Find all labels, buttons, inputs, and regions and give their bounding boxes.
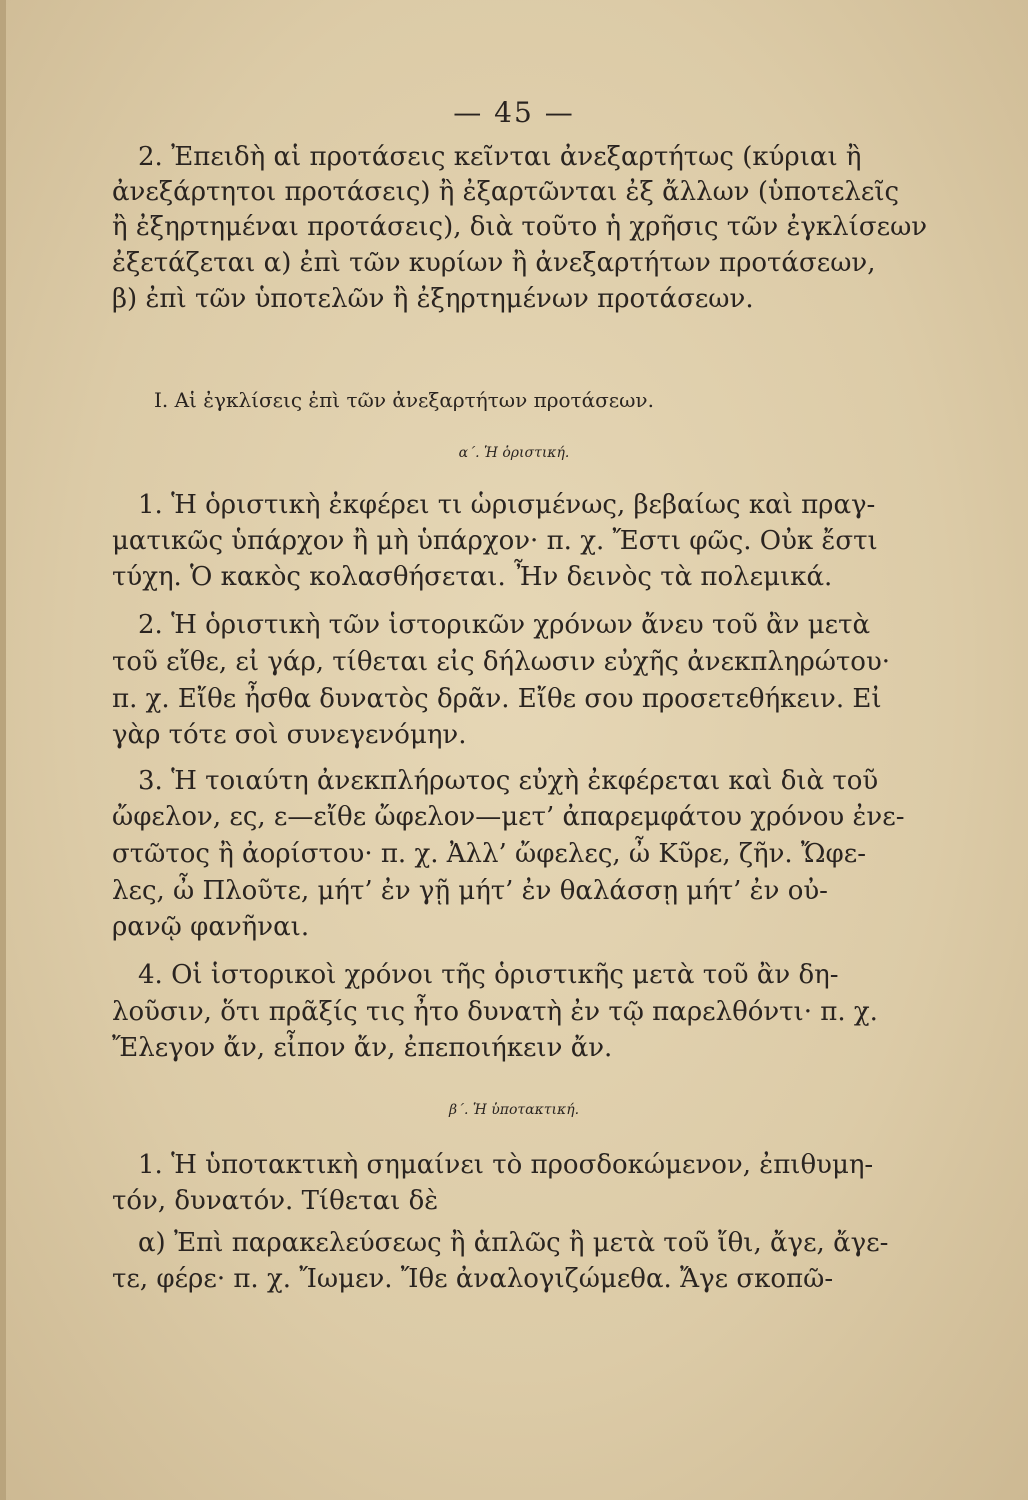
text-line: λες, ὦ Πλοῦτε, μήτ’ ἐν γῇ μήτ’ ἐν θαλάσσῃ μήτ’ ἐν οὐ-: [112, 876, 828, 906]
text-line: τοῦ εἴθε, εἰ γάρ, τίθεται εἰς δήλωσιν εὐχῆς ἀνεκπληρώτου·: [112, 647, 891, 677]
text-line: ὤφελον, ες, ε—εἴθε ὤφελον—μετ’ ἀπαρεμφάτου χρόνου ἐνε-: [112, 802, 905, 832]
text-line: τόν, δυνατόν. Τίθεται δὲ: [112, 1186, 439, 1216]
text-line: λοῦσιν, ὅτι πρᾶξίς τις ἦτο δυνατὴ ἐν τῷ παρελθόντι· π. χ.: [112, 997, 878, 1027]
text-line: ματικῶς ὑπάρχον ἢ μὴ ὑπάρχον· π. χ. Ἔστι φῶς. Οὐκ ἔστι: [112, 526, 878, 556]
text-line: 3. Ἡ τοιαύτη ἀνεκπλήρωτος εὐχὴ ἐκφέρεται καὶ διὰ τοῦ: [138, 766, 879, 796]
text-line: ἐξετάζεται α) ἐπὶ τῶν κυρίων ἢ ἀνεξαρτήτων προτάσεων,: [112, 248, 876, 278]
text-line: β) ἐπὶ τῶν ὑποτελῶν ἢ ἐξηρτημένων προτάσεων.: [112, 284, 754, 314]
text-line: π. χ. Εἴθε ἦσθα δυνατὸς δρᾶν. Εἴθε σου προσετεθήκειν. Εἰ: [112, 684, 882, 714]
text-line: 2. Ἡ ὁριστικὴ τῶν ἱστορικῶν χρόνων ἄνευ τοῦ ἂν μετὰ: [138, 610, 871, 640]
text-line: τε, φέρε· π. χ. Ἴωμεν. Ἴθε ἀναλογιζώμεθα. Ἄγε σκοπῶ-: [112, 1264, 834, 1294]
text-line: 2. Ἐπειδὴ αἱ προτάσεις κεῖνται ἀνεξαρτήτως (κύριαι ἢ: [138, 142, 862, 172]
text-line: ἢ ἐξηρτημέναι προτάσεις), διὰ τοῦτο ἡ χρῆσις τῶν ἐγκλίσεων: [112, 212, 928, 242]
subheading-indicative: α΄. Ἡ ὁριστική.: [458, 445, 570, 461]
text-line: γὰρ τότε σοὶ συνεγενόμην.: [112, 720, 467, 750]
text-line: στῶτος ἢ ἀορίστου· π. χ. Ἀλλ’ ὤφελες, ὦ Κῦρε, ζῆν. Ὤφε-: [112, 839, 866, 869]
text-line: τύχη. Ὁ κακὸς κολασθήσεται. Ἦν δεινὸς τὰ πολεμικά.: [112, 562, 833, 592]
page-number: — 45 —: [453, 96, 575, 129]
text-line: ἀνεξάρτητοι προτάσεις) ἢ ἐξαρτῶνται ἐξ ἄλλων (ὑποτελεῖς: [112, 177, 900, 207]
text-line: 4. Οἱ ἱστορικοὶ χρόνοι τῆς ὁριστικῆς μετὰ τοῦ ἂν δη-: [138, 960, 839, 990]
subheading-subjunctive: β΄. Ἡ ὑποτακτική.: [448, 1102, 580, 1118]
page-edge: [0, 0, 6, 1500]
text-line: 1. Ἡ ὑποτακτικὴ σημαίνει τὸ προσδοκώμενον, ἐπιθυμη-: [138, 1150, 874, 1180]
text-line: ρανῷ φανῆναι.: [112, 912, 310, 942]
text-line: Ἔλεγον ἄν, εἶπον ἄν, ἐπεποιήκειν ἄν.: [112, 1033, 613, 1063]
text-line: 1. Ἡ ὁριστικὴ ἐκφέρει τι ὡρισμένως, βεβαίως καὶ πραγ-: [138, 490, 876, 520]
section-heading: I. Αἱ ἐγκλίσεις ἐπὶ τῶν ἀνεξαρτήτων προτάσεων.: [154, 388, 654, 412]
text-line: α) Ἐπὶ παρακελεύσεως ἢ ἁπλῶς ἢ μετὰ τοῦ ἴθι, ἄγε, ἄγε-: [138, 1228, 889, 1258]
